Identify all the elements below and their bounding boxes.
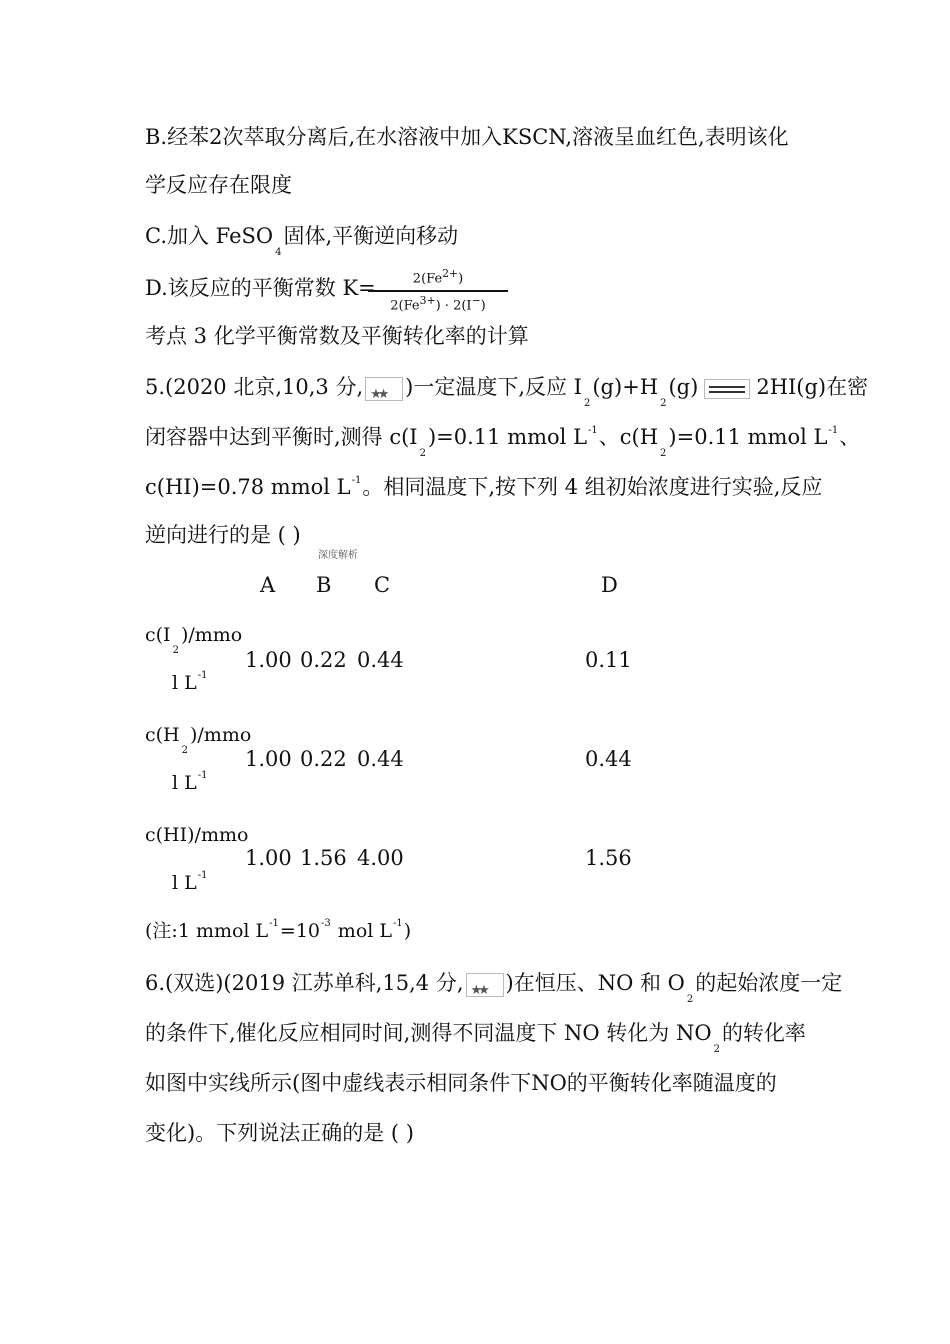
charge: 3+: [419, 294, 436, 308]
superscript: -1: [828, 425, 839, 436]
coefficient: 2: [412, 271, 422, 287]
row-label: [145, 620, 242, 654]
note-text: mol L: [331, 920, 392, 942]
q5-line3: [145, 472, 822, 507]
q6-source: 6.(双选)(2019 江苏单科,15,4 分,: [145, 971, 464, 995]
row-label-text: c(I: [145, 624, 171, 646]
q5-text: (g)+H: [592, 375, 659, 399]
q6-line3: 如图中实线所示(图中虚线表示相同条件下NO的平衡转化率随温度的: [145, 1071, 777, 1095]
q5-text: 、: [839, 425, 861, 449]
q6-line1: [145, 968, 842, 1003]
coefficient: 2: [453, 298, 462, 314]
q6-text: )在恒压、NO 和 O: [505, 971, 685, 995]
row-label-unit: [172, 768, 208, 802]
q5-text: )一定温度下,反应 I: [405, 375, 582, 399]
section-title: 考点 3 化学平衡常数及平衡转化率的计算: [145, 324, 529, 348]
subscript: 2: [686, 994, 694, 1005]
table-cell: 0.44: [357, 648, 404, 672]
table-cell: 1.56: [585, 846, 632, 870]
table-cell: 1.00: [245, 846, 292, 870]
subscript: 2: [713, 1044, 720, 1055]
q5-text: 2HI(g)在密: [756, 375, 869, 399]
note-text: =10: [279, 920, 321, 942]
row-label-text: )/mmo: [180, 624, 243, 646]
q6-text: 的转化率: [721, 1021, 806, 1045]
q5-text: 、c(H: [598, 425, 659, 449]
charge: −: [471, 294, 481, 308]
row-label-text: )/mmo: [190, 724, 252, 746]
superscript: -1: [269, 918, 279, 929]
subscript: 2: [660, 398, 667, 409]
superscript: -1: [197, 770, 208, 781]
table-header-b: B: [316, 573, 332, 597]
superscript: -1: [197, 870, 208, 881]
unit-text: l L: [172, 672, 197, 694]
q6-text: 的条件下,催化反应相同时间,测得不同温度下 NO 转化为 NO: [145, 1021, 712, 1045]
ion: (I: [461, 298, 472, 314]
q5-text: )=0.11 mmol L: [427, 425, 588, 449]
unit-text: l L: [172, 872, 197, 894]
q5-text: 。相同温度下,按下列 4 组初始浓度进行实验,反应: [362, 475, 823, 499]
q5-text: )=0.11 mmol L: [668, 425, 828, 449]
option-c-text: C.加入 FeSO: [145, 224, 274, 248]
q5-source: 5.(2020 北京,10,3 分,: [145, 375, 364, 399]
subscript: 2: [419, 448, 426, 459]
q5-line1: [145, 372, 868, 407]
table-cell: 0.44: [357, 747, 404, 771]
table-cell: 0.22: [300, 648, 347, 672]
subscript: 2: [172, 645, 179, 656]
row-label-unit: [172, 868, 208, 902]
table-cell: 1.56: [300, 846, 347, 870]
q5-line4: 逆向进行的是 ( ): [145, 523, 301, 547]
q6-line4: 变化)。下列说法正确的是 ( ): [145, 1121, 414, 1145]
superscript: -1: [351, 475, 362, 486]
option-b-line1: B.经苯2次萃取分离后,在水溶液中加入KSCN,溶液呈血红色,表明该化: [145, 125, 789, 149]
subscript: 2: [660, 448, 667, 459]
table-cell: 1.00: [245, 747, 292, 771]
table-cell: 4.00: [357, 846, 404, 870]
charge: 2+: [442, 267, 459, 280]
superscript: -1: [588, 425, 598, 436]
dot: ·: [444, 298, 449, 314]
ion: (Fe: [421, 271, 443, 287]
q5-line2: [145, 422, 860, 457]
note: [145, 916, 411, 950]
paren: ): [435, 298, 441, 314]
table-header-d: D: [601, 573, 618, 597]
fraction-denominator: [368, 292, 508, 313]
row-label-text: c(HI)/mmo: [145, 824, 249, 846]
ion: (Fe: [398, 298, 420, 314]
q5-text: c(HI)=0.78 mmol L: [145, 475, 351, 499]
row-label-unit: [172, 668, 208, 702]
subscript: 4: [275, 247, 282, 258]
superscript: -1: [197, 670, 208, 681]
equilibrium-arrow-icon: [704, 379, 750, 399]
table-header-a: A: [260, 573, 276, 597]
table-cell: 1.00: [245, 648, 292, 672]
table-cell: 0.44: [585, 747, 632, 771]
superscript: -3: [321, 918, 331, 929]
option-b-line2: 学反应存在限度: [145, 173, 292, 197]
row-label: [145, 820, 248, 850]
option-c: [145, 221, 458, 256]
q5-text: (g): [668, 375, 699, 399]
table-cell: 0.22: [300, 747, 347, 771]
q6-line2: [145, 1018, 806, 1053]
deep-analysis-label: 深度解析: [318, 550, 358, 561]
coefficient: 2: [390, 298, 399, 314]
subscript: 2: [181, 745, 188, 756]
option-c-text-post: 固体,平衡逆向移动: [283, 224, 459, 248]
equilibrium-constant-fraction: [368, 267, 508, 314]
fraction-numerator: [368, 267, 508, 292]
table-cell: 0.11: [585, 648, 632, 672]
difficulty-star-icon: [365, 377, 403, 401]
difficulty-star-icon: [466, 973, 504, 997]
subscript: 2: [583, 398, 591, 409]
note-text: ): [403, 920, 412, 942]
paren: ): [458, 271, 464, 287]
q5-text: 闭容器中达到平衡时,测得 c(I: [145, 425, 418, 449]
row-label-text: c(H: [145, 724, 180, 746]
q6-text: 的起始浓度一定: [695, 971, 843, 995]
row-label: [145, 720, 251, 754]
superscript: -1: [393, 918, 403, 929]
paren: ): [480, 298, 486, 314]
note-text: (注:1 mmol L: [145, 920, 269, 942]
option-d: D.该反应的平衡常数 K=: [145, 276, 376, 300]
unit-text: l L: [172, 772, 197, 794]
table-header-c: C: [374, 573, 391, 597]
